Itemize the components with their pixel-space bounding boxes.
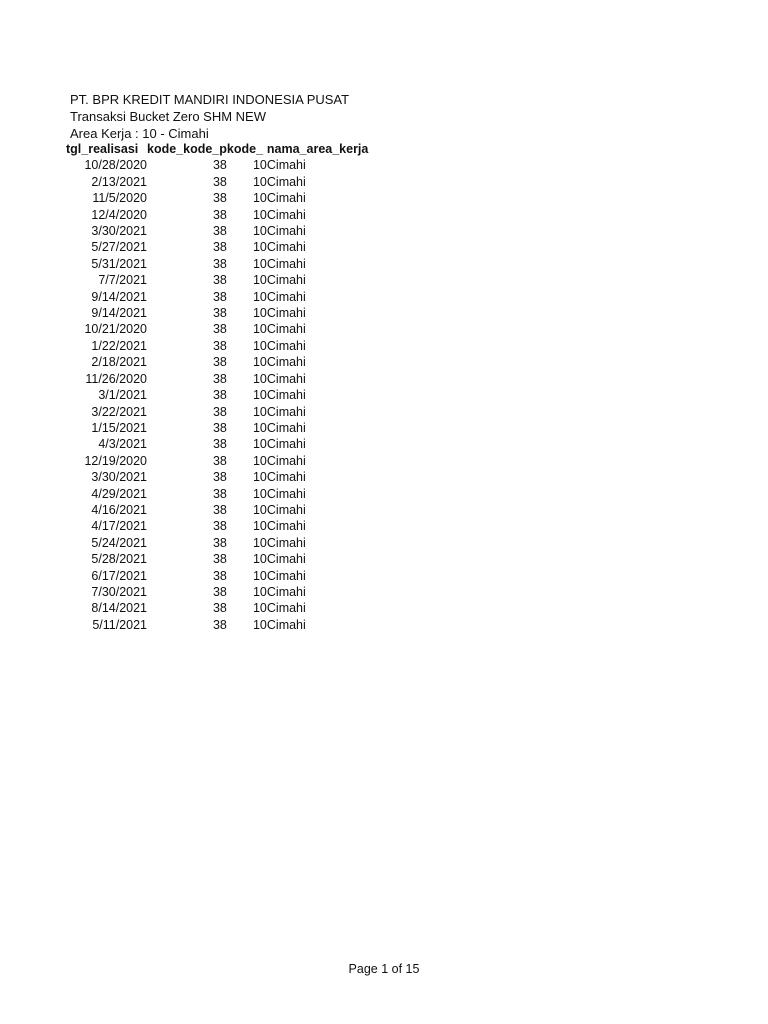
- cell-tgl-realisasi: 1/22/2021: [91, 338, 147, 353]
- cell-kode: 10: [252, 256, 267, 271]
- cell-kode-kode-p: 38: [212, 584, 227, 599]
- table-row: [66, 436, 377, 452]
- cell-kode-kode-p: 38: [212, 240, 227, 255]
- table-row: [66, 190, 377, 206]
- cell-kode-kode-p: 38: [212, 388, 227, 403]
- cell-tgl-realisasi: 7/7/2021: [98, 273, 147, 288]
- cell-nama-area-kerja: Cimahi: [266, 371, 306, 386]
- cell-tgl-realisasi: 9/14/2021: [91, 306, 147, 321]
- cell-kode-kode-p: 38: [212, 322, 227, 337]
- cell-tgl-realisasi: 4/17/2021: [91, 519, 147, 534]
- cell-kode: 10: [252, 355, 267, 370]
- cell-kode-kode-p: 38: [212, 256, 227, 271]
- area-kerja-line: Area Kerja : 10 - Cimahi: [70, 126, 209, 141]
- table-row: [66, 305, 377, 321]
- cell-kode: 10: [252, 486, 267, 501]
- cell-nama-area-kerja: Cimahi: [266, 338, 306, 353]
- table-row: [66, 321, 377, 337]
- cell-kode-kode-p: 38: [212, 289, 227, 304]
- cell-kode-kode-p: 38: [212, 158, 227, 173]
- cell-kode-kode-p: 38: [212, 502, 227, 517]
- cell-kode: 10: [252, 289, 267, 304]
- cell-kode-kode-p: 38: [212, 207, 227, 222]
- cell-kode-kode-p: 38: [212, 601, 227, 616]
- transaction-table: [66, 141, 377, 633]
- table-row: [66, 453, 377, 469]
- table-row: [66, 486, 377, 502]
- cell-tgl-realisasi: 6/17/2021: [91, 568, 147, 583]
- cell-kode: 10: [252, 502, 267, 517]
- cell-nama-area-kerja: Cimahi: [266, 191, 306, 206]
- cell-kode: 10: [252, 338, 267, 353]
- cell-nama-area-kerja: Cimahi: [266, 174, 306, 189]
- cell-kode: 10: [252, 404, 267, 419]
- cell-tgl-realisasi: 5/31/2021: [91, 256, 147, 271]
- cell-tgl-realisasi: 10/28/2020: [84, 158, 147, 173]
- table-row: [66, 174, 377, 190]
- cell-kode: 10: [252, 601, 267, 616]
- cell-kode: 10: [252, 224, 267, 239]
- cell-tgl-realisasi: 3/30/2021: [91, 224, 147, 239]
- cell-kode: 10: [252, 584, 267, 599]
- cell-kode-kode-p: 38: [212, 404, 227, 419]
- cell-tgl-realisasi: 4/16/2021: [91, 502, 147, 517]
- table-row: [66, 617, 377, 633]
- cell-kode-kode-p: 38: [212, 355, 227, 370]
- cell-kode-kode-p: 38: [212, 519, 227, 534]
- cell-kode: 10: [252, 388, 267, 403]
- cell-kode: 10: [252, 617, 267, 632]
- table-row: [66, 568, 377, 584]
- cell-kode-kode-p: 38: [212, 306, 227, 321]
- table-row: [66, 551, 377, 567]
- cell-nama-area-kerja: Cimahi: [266, 568, 306, 583]
- cell-tgl-realisasi: 3/22/2021: [91, 404, 147, 419]
- cell-kode: 10: [252, 420, 267, 435]
- cell-kode-kode-p: 38: [212, 273, 227, 288]
- cell-tgl-realisasi: 7/30/2021: [91, 584, 147, 599]
- cell-nama-area-kerja: Cimahi: [266, 437, 306, 452]
- cell-nama-area-kerja: Cimahi: [266, 355, 306, 370]
- cell-tgl-realisasi: 1/15/2021: [91, 420, 147, 435]
- cell-kode-kode-p: 38: [212, 420, 227, 435]
- cell-tgl-realisasi: 5/24/2021: [91, 535, 147, 550]
- table-row: [66, 600, 377, 616]
- cell-nama-area-kerja: Cimahi: [266, 158, 306, 173]
- cell-kode: 10: [252, 158, 267, 173]
- table-row: [66, 535, 377, 551]
- report-title: Transaksi Bucket Zero SHM NEW: [70, 109, 267, 124]
- cell-tgl-realisasi: 2/13/2021: [91, 174, 147, 189]
- table-row: [66, 272, 377, 288]
- cell-tgl-realisasi: 11/26/2020: [85, 371, 147, 386]
- cell-kode-kode-p: 38: [212, 338, 227, 353]
- table-row: [66, 256, 377, 272]
- table-row: [66, 469, 377, 485]
- table-row: [66, 354, 377, 370]
- cell-kode: 10: [252, 207, 267, 222]
- cell-tgl-realisasi: 4/3/2021: [98, 437, 147, 452]
- cell-kode: 10: [252, 535, 267, 550]
- cell-nama-area-kerja: Cimahi: [266, 420, 306, 435]
- cell-nama-area-kerja: Cimahi: [266, 486, 306, 501]
- table-row: [66, 239, 377, 255]
- cell-nama-area-kerja: Cimahi: [266, 289, 306, 304]
- cell-nama-area-kerja: Cimahi: [266, 502, 306, 517]
- table-row: [66, 338, 377, 354]
- table-row: [66, 207, 377, 223]
- cell-nama-area-kerja: Cimahi: [266, 617, 306, 632]
- cell-kode: 10: [252, 552, 267, 567]
- table-row: [66, 387, 377, 403]
- cell-kode-kode-p: 38: [212, 617, 227, 632]
- table-row: [66, 584, 377, 600]
- table-row: [66, 518, 377, 534]
- cell-kode: 10: [252, 174, 267, 189]
- cell-nama-area-kerja: Cimahi: [266, 306, 306, 321]
- cell-kode-kode-p: 38: [212, 535, 227, 550]
- page-number: Page 1 of 15: [348, 962, 420, 976]
- cell-kode-kode-p: 38: [212, 552, 227, 567]
- cell-nama-area-kerja: Cimahi: [266, 207, 306, 222]
- cell-nama-area-kerja: Cimahi: [266, 273, 306, 288]
- cell-nama-area-kerja: Cimahi: [266, 535, 306, 550]
- cell-nama-area-kerja: Cimahi: [266, 224, 306, 239]
- cell-kode-kode-p: 38: [212, 174, 227, 189]
- cell-nama-area-kerja: Cimahi: [266, 470, 306, 485]
- cell-kode: 10: [252, 191, 267, 206]
- cell-tgl-realisasi: 2/18/2021: [91, 355, 147, 370]
- column-header-tgl-realisasi: tgl_realisasi: [66, 142, 139, 156]
- cell-tgl-realisasi: 12/19/2020: [84, 453, 147, 468]
- cell-kode-kode-p: 38: [212, 453, 227, 468]
- cell-kode: 10: [252, 437, 267, 452]
- cell-nama-area-kerja: Cimahi: [266, 552, 306, 567]
- cell-kode-kode-p: 38: [212, 191, 227, 206]
- column-header-kode: kode_: [226, 142, 264, 156]
- cell-kode-kode-p: 38: [212, 437, 227, 452]
- cell-tgl-realisasi: 9/14/2021: [91, 289, 147, 304]
- table-row: [66, 420, 377, 436]
- cell-tgl-realisasi: 5/27/2021: [91, 240, 147, 255]
- cell-tgl-realisasi: 11/5/2020: [92, 191, 147, 206]
- cell-tgl-realisasi: 4/29/2021: [91, 486, 147, 501]
- cell-nama-area-kerja: Cimahi: [266, 322, 306, 337]
- cell-kode-kode-p: 38: [212, 371, 227, 386]
- cell-nama-area-kerja: Cimahi: [266, 601, 306, 616]
- cell-nama-area-kerja: Cimahi: [266, 519, 306, 534]
- cell-kode: 10: [252, 306, 267, 321]
- cell-kode-kode-p: 38: [212, 568, 227, 583]
- cell-kode-kode-p: 38: [212, 486, 227, 501]
- company-name: PT. BPR KREDIT MANDIRI INDONESIA PUSAT: [70, 92, 350, 107]
- cell-nama-area-kerja: Cimahi: [266, 453, 306, 468]
- table-body: [66, 157, 377, 633]
- cell-tgl-realisasi: 10/21/2020: [84, 322, 147, 337]
- table-row: [66, 289, 377, 305]
- table-row: [66, 371, 377, 387]
- cell-kode: 10: [252, 322, 267, 337]
- cell-kode: 10: [252, 273, 267, 288]
- cell-nama-area-kerja: Cimahi: [266, 240, 306, 255]
- table-row: [66, 157, 377, 173]
- cell-tgl-realisasi: 12/4/2020: [91, 207, 147, 222]
- cell-nama-area-kerja: Cimahi: [266, 404, 306, 419]
- cell-nama-area-kerja: Cimahi: [266, 256, 306, 271]
- cell-kode-kode-p: 38: [212, 224, 227, 239]
- cell-nama-area-kerja: Cimahi: [266, 388, 306, 403]
- cell-nama-area-kerja: Cimahi: [266, 584, 306, 599]
- cell-kode: 10: [252, 568, 267, 583]
- cell-tgl-realisasi: 3/30/2021: [91, 470, 147, 485]
- cell-kode: 10: [252, 470, 267, 485]
- report-header: [70, 91, 349, 142]
- cell-kode: 10: [252, 519, 267, 534]
- table-row: [66, 223, 377, 239]
- cell-tgl-realisasi: 5/11/2021: [92, 617, 147, 632]
- table-row: [66, 404, 377, 420]
- cell-kode: 10: [252, 240, 267, 255]
- table-header-row: [66, 141, 377, 157]
- cell-kode-kode-p: 38: [212, 470, 227, 485]
- cell-tgl-realisasi: 3/1/2021: [98, 388, 147, 403]
- cell-kode: 10: [252, 453, 267, 468]
- table-row: [66, 502, 377, 518]
- cell-tgl-realisasi: 8/14/2021: [91, 601, 147, 616]
- cell-tgl-realisasi: 5/28/2021: [91, 552, 147, 567]
- column-header-kode-kode-p: kode_kode_p: [147, 142, 227, 156]
- column-header-nama-area-kerja: nama_area_kerja: [266, 142, 369, 156]
- cell-kode: 10: [252, 371, 267, 386]
